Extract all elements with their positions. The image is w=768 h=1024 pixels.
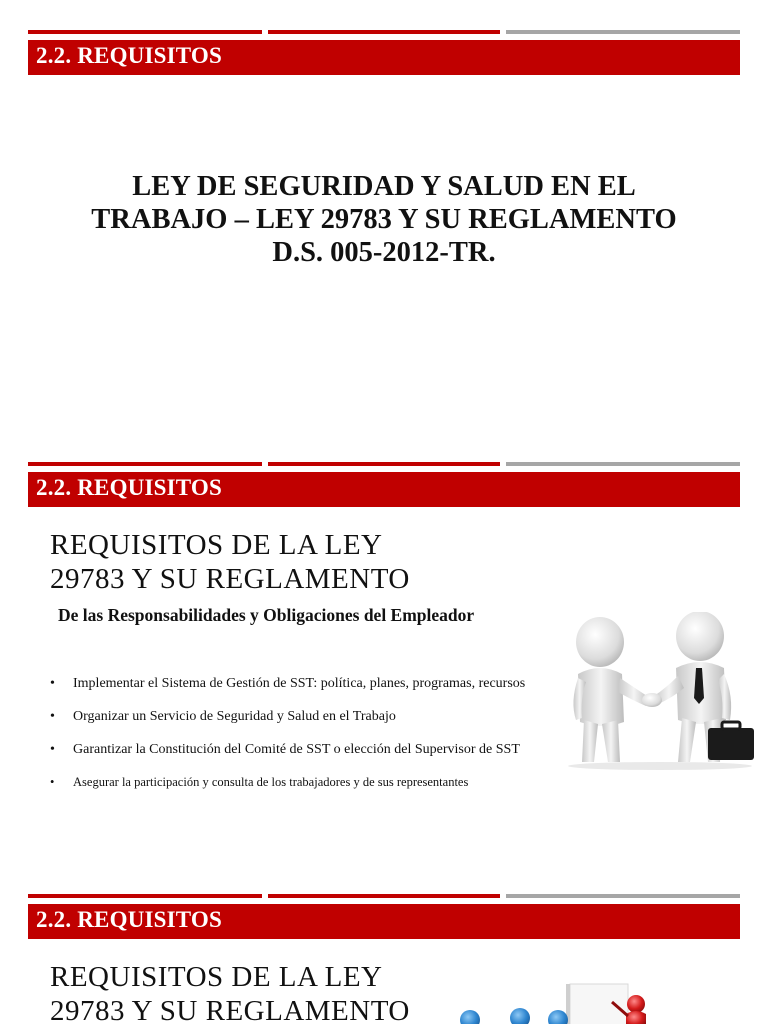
list-item: • Organizar un Servicio de Seguridad y Salud en el Trabajo <box>50 709 396 724</box>
subheading: De las Responsabilidades y Obligaciones del Empleador <box>58 605 475 625</box>
section-heading <box>50 960 410 1024</box>
top-rule-gray-right <box>506 30 740 34</box>
slide-2 <box>0 432 768 864</box>
title-line-2: TRABAJO – LEY 29783 Y SU REGLAMENTO <box>91 204 677 235</box>
top-rule-gray-right <box>506 462 740 466</box>
top-rule-gray-right <box>506 894 740 898</box>
top-rule-red-middle <box>268 30 500 34</box>
header-band <box>28 40 740 75</box>
top-rule-red-left <box>28 30 262 34</box>
list-item: • Asegurar la participación y consulta de los trabajadores y de sus representantes <box>50 775 469 789</box>
slide-3 <box>0 864 768 1024</box>
heading-line-2: 29783 Y SU REGLAMENTO <box>50 563 410 595</box>
bullet-icon: • <box>50 709 55 724</box>
presentation-illustration <box>440 976 680 1024</box>
heading-line-2: 29783 Y SU REGLAMENTO <box>50 995 410 1024</box>
top-rule-red-left <box>28 462 262 466</box>
bullet-list <box>50 675 548 806</box>
title-line-3: D.S. 005-2012-TR. <box>272 237 496 268</box>
top-rule-red-middle <box>268 462 500 466</box>
slide-1 <box>0 0 768 432</box>
bullet-icon: • <box>50 676 55 691</box>
top-rule-red-middle <box>268 894 500 898</box>
bullet-icon: • <box>50 742 55 757</box>
list-item: • Garantizar la Constitución del Comité de SST o elección del Supervisor de SST <box>50 742 520 757</box>
bullet-icon: • <box>50 775 55 789</box>
slide-header-title: 2.2. REQUISITOS <box>36 907 223 932</box>
top-rule-red-left <box>28 894 262 898</box>
handshake-illustration <box>562 612 758 772</box>
slide-header-title: 2.2. REQUISITOS <box>36 475 223 500</box>
list-item: • Implementar el Sistema de Gestión de SST: política, planes, programas, recursos <box>50 676 526 691</box>
header-band <box>28 472 740 507</box>
heading-line-1: REQUISITOS DE LA LEY <box>50 529 383 561</box>
slide-header-title: 2.2. REQUISITOS <box>36 43 223 68</box>
title-line-1: LEY DE SEGURIDAD Y SALUD EN EL <box>132 171 636 202</box>
header-band <box>28 904 740 939</box>
section-heading <box>50 528 410 596</box>
heading-line-1: REQUISITOS DE LA LEY <box>50 961 383 993</box>
slide-main-title <box>30 170 738 269</box>
